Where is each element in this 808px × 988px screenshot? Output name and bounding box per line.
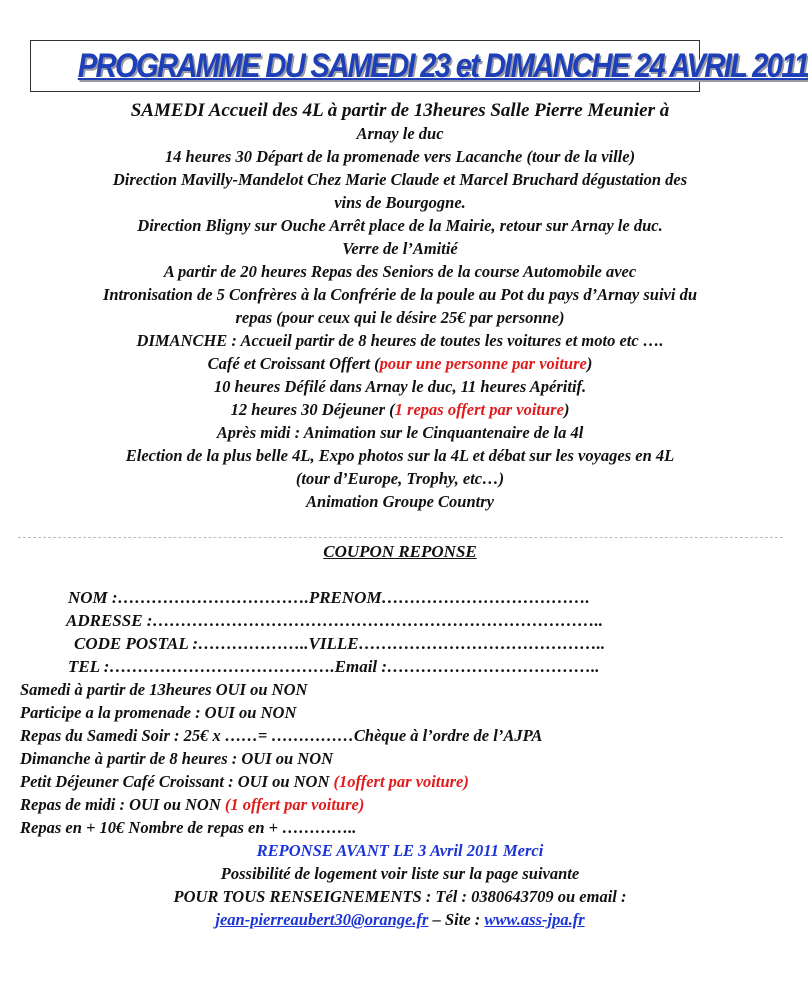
logement-note: Possibilité de logement voir liste sur la page suivante [220, 864, 580, 883]
highlight-red: 1 repas offert par voiture [394, 400, 564, 419]
programme-line-samedi: SAMEDI Accueil des 4L à partir de 13heures Salle Pierre Meunier à [130, 100, 670, 121]
field-adresse: ADRESSE :…………………………………………………………………….. [66, 611, 603, 630]
programme-text: 12 heures 30 Déjeuner ( [230, 400, 395, 419]
programme-text: Café et Croissant Offert ( [207, 354, 380, 373]
field-tel-email: TEL :………………………………….Email :……………………………….. [68, 657, 600, 676]
site-link[interactable]: www.ass-jpa.fr [484, 910, 585, 929]
field-nom-prenom: NOM :…………………………….PRENOM………………………………. [68, 588, 590, 607]
highlight-red: (1 offert par voiture) [224, 795, 365, 814]
programme-line: vins de Bourgogne. [334, 193, 466, 212]
programme-line: repas (pour ceux qui le désire 25€ par personne) [235, 308, 565, 327]
question-text: Repas de midi : OUI ou NON [20, 795, 225, 814]
programme-line: Animation Groupe Country [306, 492, 494, 511]
programme-text: ) [563, 400, 570, 419]
question-repas-supplementaires: Repas en + 10€ Nombre de repas en + ………….. [20, 818, 357, 837]
programme-line: 14 heures 30 Départ de la promenade vers Lacanche (tour de la ville) [164, 147, 636, 166]
site-label: – Site : [428, 910, 485, 929]
programme-line: Verre de l’Amitié [342, 239, 458, 258]
programme-line: Election de la plus belle 4L, Expo photos sur la 4L et débat sur les voyages en 4L [125, 446, 675, 465]
programme-line: Après midi : Animation sur le Cinquantenaire de la 4l [216, 423, 584, 442]
programme-line: Direction Bligny sur Ouche Arrêt place de la Mairie, retour sur Arnay le duc. [137, 216, 663, 235]
highlight-red: pour une personne par voiture [379, 354, 587, 373]
field-code-postal-ville: CODE POSTAL :………………..VILLE…………………………………….. [74, 634, 606, 653]
programme-line: Arnay le duc [356, 124, 444, 143]
reponse-deadline: REPONSE AVANT LE 3 Avril 2011 Merci [256, 841, 544, 860]
coupon-title: COUPON REPONSE [323, 542, 477, 561]
question-repas-samedi: Repas du Samedi Soir : 25€ x ……= ……………Chèque à l’ordre de l’AJPA [20, 726, 543, 745]
question-dimanche: Dimanche à partir de 8 heures : OUI ou NON [20, 749, 334, 768]
programme-line: (tour d’Europe, Trophy, etc…) [295, 469, 505, 488]
title-banner [30, 40, 808, 92]
programme-text: ) [586, 354, 593, 373]
programme-line: 10 heures Défilé dans Arnay le duc, 11 heures Apéritif. [213, 377, 587, 396]
question-text: Petit Déjeuner Café Croissant : OUI ou NON [20, 772, 334, 791]
programme-line: Intronisation de 5 Confrères à la Confrérie de la poule au Pot du pays d’Arnay suivi du [102, 285, 698, 304]
highlight-red: (1offert par voiture) [333, 772, 469, 791]
programme-line: A partir de 20 heures Repas des Seniors de la course Automobile avec [163, 262, 637, 281]
programme-line [0, 400, 800, 420]
divider [18, 537, 783, 538]
question-samedi: Samedi à partir de 13heures OUI ou NON [20, 680, 308, 699]
question-repas-midi [20, 795, 364, 815]
email-link[interactable]: jean-pierreaubert30@orange.fr [215, 910, 429, 929]
contact-line [0, 910, 800, 930]
programme-line: Direction Mavilly-Mandelot Chez Marie Claude et Marcel Bruchard dégustation des [112, 170, 688, 189]
question-promenade: Participe a la promenade : OUI ou NON [20, 703, 297, 722]
question-petit-dejeuner [20, 772, 469, 792]
banner-title: PROGRAMME DU SAMEDI 23 et DIMANCHE 24 AVRIL 2011 [77, 47, 808, 85]
programme-line [0, 354, 800, 374]
renseignements-line: POUR TOUS RENSEIGNEMENTS : Tél : 0380643709 ou email : [173, 887, 627, 906]
programme-line-dimanche: DIMANCHE : Accueil partir de 8 heures de toutes les voitures et moto etc …. [136, 331, 664, 350]
